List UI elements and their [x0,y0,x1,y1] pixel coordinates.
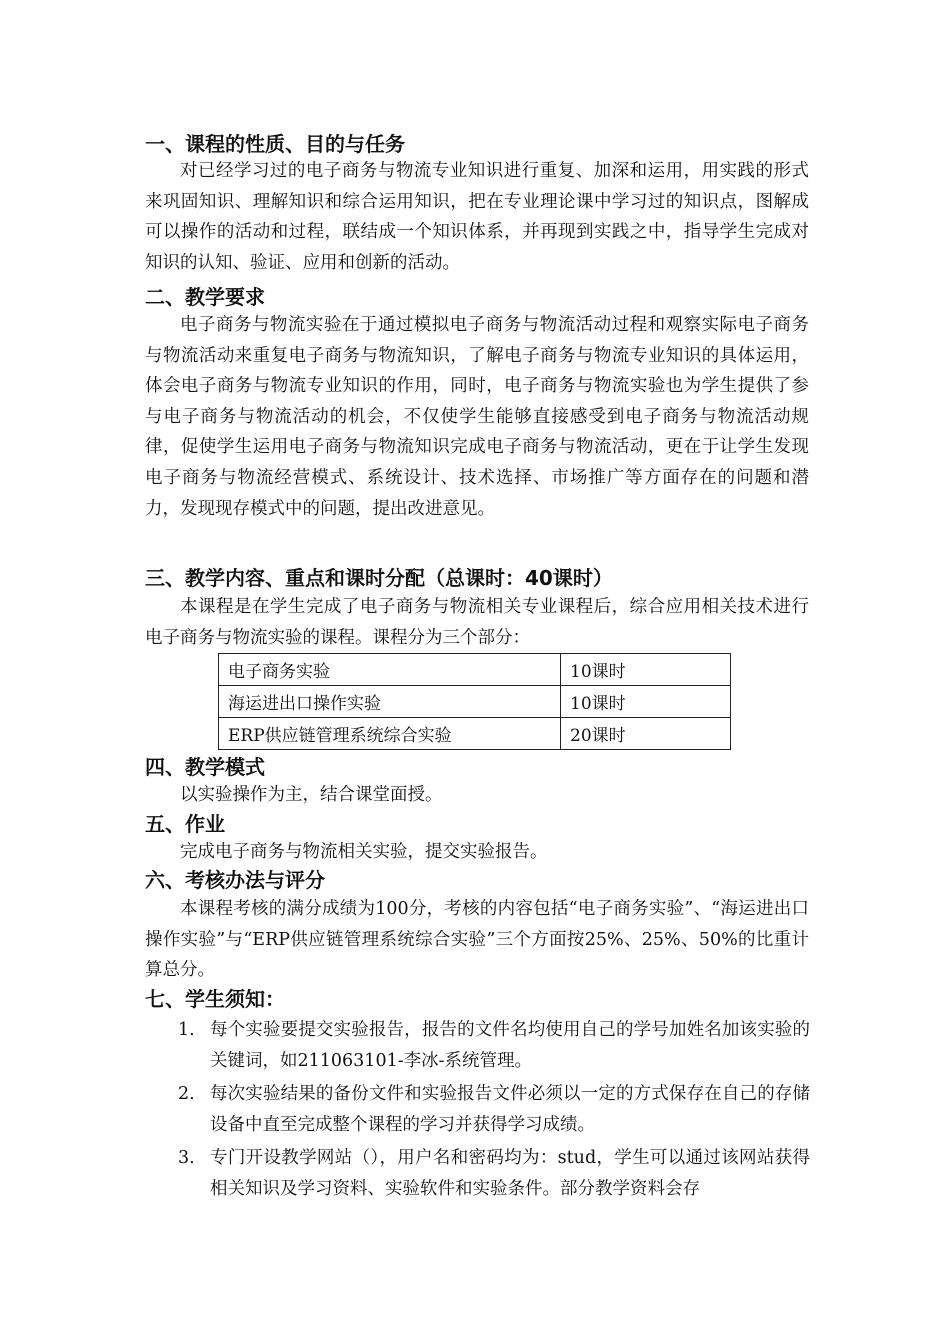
course-hours-table [218,653,731,750]
section-heading-6: 六、考核办法与评分 [145,868,325,892]
section-heading-3: 三、教学内容、重点和课时分配（总课时：40课时） [145,566,613,590]
section-heading-5: 五、作业 [145,812,225,836]
section-paragraph-5: 完成电子商务与物流相关实验，提交实验报告。 [180,842,548,862]
section-paragraph-3: 本课程是在学生完成了电子商务与物流相关专业课程后，综合应用相关技术进行电子商务与物流实验的课程。课程分为三个部分： [145,597,809,648]
list-item-number: 3. [178,1148,195,1168]
list-item-text: 每次实验结果的备份文件和实验报告文件必须以一定的方式保存在自己的存储设备中直至完成整个课程的学习并获得学习成绩。 [210,1084,810,1135]
section-heading-1: 一、课程的性质、目的与任务 [145,132,405,156]
table-cell-hours: 20课时 [561,718,731,750]
list-item-text: 专门开设教学网站（），用户名和密码均为：stud，学生可以通过该网站获得相关知识及学习资料、实验软件和实验条件。部分教学资料会存 [210,1148,810,1199]
table-cell-module: 电子商务实验 [219,654,561,686]
list-item-number: 1. [178,1020,195,1040]
table-row [219,686,731,718]
table-cell-hours: 10课时 [561,686,731,718]
section-paragraph-1: 对已经学习过的电子商务与物流专业知识进行重复、加深和运用，用实践的形式来巩固知识、理解知识和综合运用知识，把在专业理论课中学习过的知识点，图解成可以操作的活动和过程，联结成一个知识体系，并再现到实践之中，指导学生完成对知识的认知、验证、应用和创新的活动。 [145,161,809,273]
table-row [219,654,731,686]
list-item [178,1079,810,1140]
table-cell-module: 海运进出口操作实验 [219,686,561,718]
section-paragraph-4: 以实验操作为主，结合课堂面授。 [180,785,443,805]
section-heading-2: 二、教学要求 [145,285,265,309]
section-heading-7: 七、学生须知： [145,987,285,1011]
table-row [219,718,731,750]
section-paragraph-2: 电子商务与物流实验在于通过模拟电子商务与物流活动过程和观察实际电子商务与物流活动来重复电子商务与物流知识，了解电子商务与物流专业知识的具体运用，体会电子商务与物流专业知识的作用，同时，电子商务与物流实验也为学生提供了参与电子商务与物流活动的机会，不仅使学生能够直接感受到电子商务与物流活动规律，促使学生运用电子商务与物流知识完成电子商务与物流活动，更在于让学生发现电子商务与物流经营模式、系统设计、技术选择、市场推广等方面存在的问题和潜力，发现现存模式中的问题，提出改进意见。 [145,315,809,519]
list-item-number: 2. [178,1084,195,1104]
list-item [178,1015,810,1076]
list-item-text: 每个实验要提交实验报告，报告的文件名均使用自己的学号加姓名加该实验的关键词，如211063101-李冰-系统管理。 [210,1020,810,1071]
table-cell-module: ERP供应链管理系统综合实验 [219,718,561,750]
section-paragraph-6: 本课程考核的满分成绩为100分，考核的内容包括“电子商务实验”、“海运进出口操作实验”与“ERP供应链管理系统综合实验”三个方面按25%、25%、50%的比重计算总分。 [145,899,809,981]
section-heading-4: 四、教学模式 [145,755,265,779]
list-item [178,1143,810,1204]
table-cell-hours: 10课时 [561,654,731,686]
